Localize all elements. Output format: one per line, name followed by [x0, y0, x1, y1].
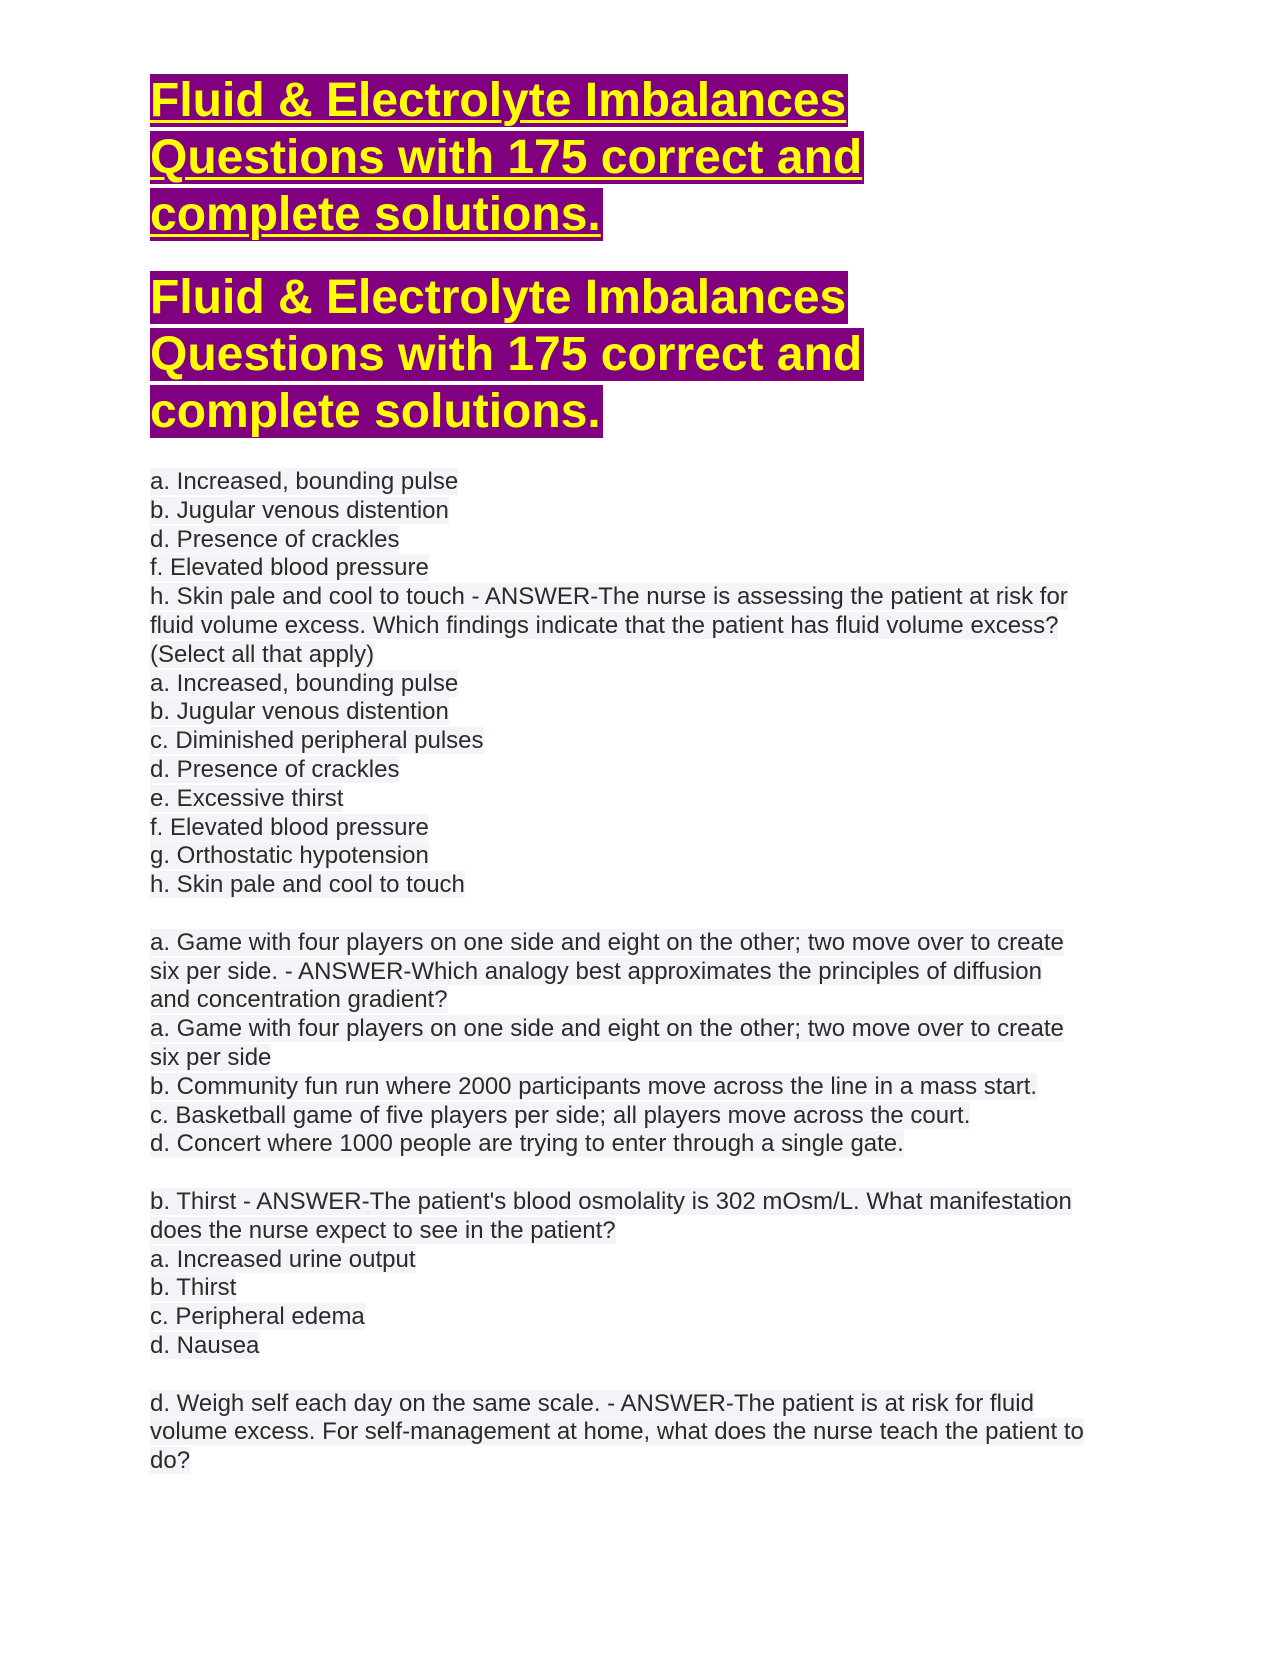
text-line-content: d. Nausea — [150, 1331, 260, 1359]
text-line-content: d. Presence of crackles — [150, 755, 400, 783]
text-line — [150, 1044, 1140, 1073]
text-line — [150, 698, 1140, 727]
text-line-content: a. Game with four players on one side and eight on the other; two move over to create — [150, 928, 1064, 956]
text-line — [150, 986, 1140, 1015]
text-line — [150, 583, 1140, 612]
question-block — [150, 929, 1140, 1159]
text-line-content: f. Elevated blood pressure — [150, 554, 429, 582]
block-separator — [150, 900, 1140, 929]
text-line — [150, 929, 1140, 958]
text-line-content: h. Skin pale and cool to touch — [150, 871, 465, 899]
title-line: complete solutions. — [150, 188, 601, 241]
text-line — [150, 1390, 1140, 1419]
text-line-content: g. Orthostatic hypotension — [150, 842, 429, 870]
title-line: complete solutions. — [150, 385, 601, 438]
text-line-content: d. Presence of crackles — [150, 525, 400, 553]
text-line-content: (Select all that apply) — [150, 640, 375, 668]
text-line-content: six per side. - ANSWER-Which analogy best approximates the principles of diffusion — [150, 957, 1042, 985]
text-line-content: a. Increased, bounding pulse — [150, 669, 459, 697]
text-line — [150, 814, 1140, 843]
text-line — [150, 1073, 1140, 1102]
text-line — [150, 958, 1140, 987]
text-line-content: d. Weigh self each day on the same scale. - ANSWER-The patient is at risk for fluid — [150, 1389, 1034, 1417]
text-line — [150, 1188, 1140, 1217]
text-line-content: c. Basketball game of five players per side; all players move across the court. — [150, 1101, 971, 1129]
question-block — [150, 1188, 1140, 1361]
text-line — [150, 842, 1140, 871]
text-line-content: volume excess. For self-management at home, what does the nurse teach the patient to — [150, 1418, 1084, 1446]
text-line — [150, 1447, 1140, 1476]
text-line — [150, 1246, 1140, 1275]
question-block — [150, 1390, 1140, 1476]
text-line — [150, 554, 1140, 583]
text-line-content: fluid volume excess. Which findings indicate that the patient has fluid volume excess? — [150, 611, 1059, 639]
text-line — [150, 497, 1140, 526]
text-line — [150, 785, 1140, 814]
text-line — [150, 526, 1140, 555]
text-line — [150, 1332, 1140, 1361]
text-line-content: b. Community fun run where 2000 participants move across the line in a mass start. — [150, 1072, 1038, 1100]
document-title-repeat — [150, 269, 1140, 440]
text-line-content: b. Thirst — [150, 1274, 237, 1302]
text-line-content: do? — [150, 1447, 191, 1475]
text-line-content: and concentration gradient? — [150, 986, 448, 1014]
text-line-content: b. Jugular venous distention — [150, 698, 449, 726]
text-line — [150, 1418, 1140, 1447]
title-line: Questions with 175 correct and — [150, 131, 863, 184]
title-line: Fluid & Electrolyte Imbalances — [150, 74, 847, 127]
text-line-content: e. Excessive thirst — [150, 784, 344, 812]
text-line — [150, 1102, 1140, 1131]
text-line — [150, 756, 1140, 785]
text-line-content: b. Thirst - ANSWER-The patient's blood osmolality is 302 mOsm/L. What manifestation — [150, 1187, 1072, 1215]
text-line-content: b. Jugular venous distention — [150, 496, 449, 524]
text-line-content: a. Game with four players on one side and eight on the other; two move over to create — [150, 1015, 1064, 1043]
text-line — [150, 871, 1140, 900]
text-line-content: six per side — [150, 1043, 272, 1071]
title-line: Fluid & Electrolyte Imbalances — [150, 271, 847, 324]
text-line-content: does the nurse expect to see in the patient? — [150, 1216, 616, 1244]
block-separator — [150, 1159, 1140, 1188]
document-page — [150, 72, 1140, 1476]
text-line — [150, 612, 1140, 641]
question-block — [150, 468, 1140, 900]
text-line — [150, 670, 1140, 699]
text-line — [150, 1015, 1140, 1044]
text-line-content: a. Increased, bounding pulse — [150, 468, 459, 495]
text-line — [150, 1130, 1140, 1159]
text-line — [150, 468, 1140, 497]
text-line-content: c. Diminished peripheral pulses — [150, 727, 484, 755]
text-line — [150, 641, 1140, 670]
text-line-content: a. Increased urine output — [150, 1245, 416, 1273]
text-line-content: c. Peripheral edema — [150, 1303, 365, 1331]
text-line — [150, 1274, 1140, 1303]
text-line-content: f. Elevated blood pressure — [150, 813, 429, 841]
text-line — [150, 727, 1140, 756]
text-line-content: d. Concert where 1000 people are trying to enter through a single gate. — [150, 1130, 904, 1158]
text-line — [150, 1217, 1140, 1246]
title-line: Questions with 175 correct and — [150, 328, 863, 381]
document-title — [150, 72, 1140, 243]
text-line-content: h. Skin pale and cool to touch - ANSWER-The nurse is assessing the patient at risk for — [150, 583, 1068, 611]
block-separator — [150, 1361, 1140, 1390]
text-line — [150, 1303, 1140, 1332]
question-list — [150, 468, 1140, 1476]
